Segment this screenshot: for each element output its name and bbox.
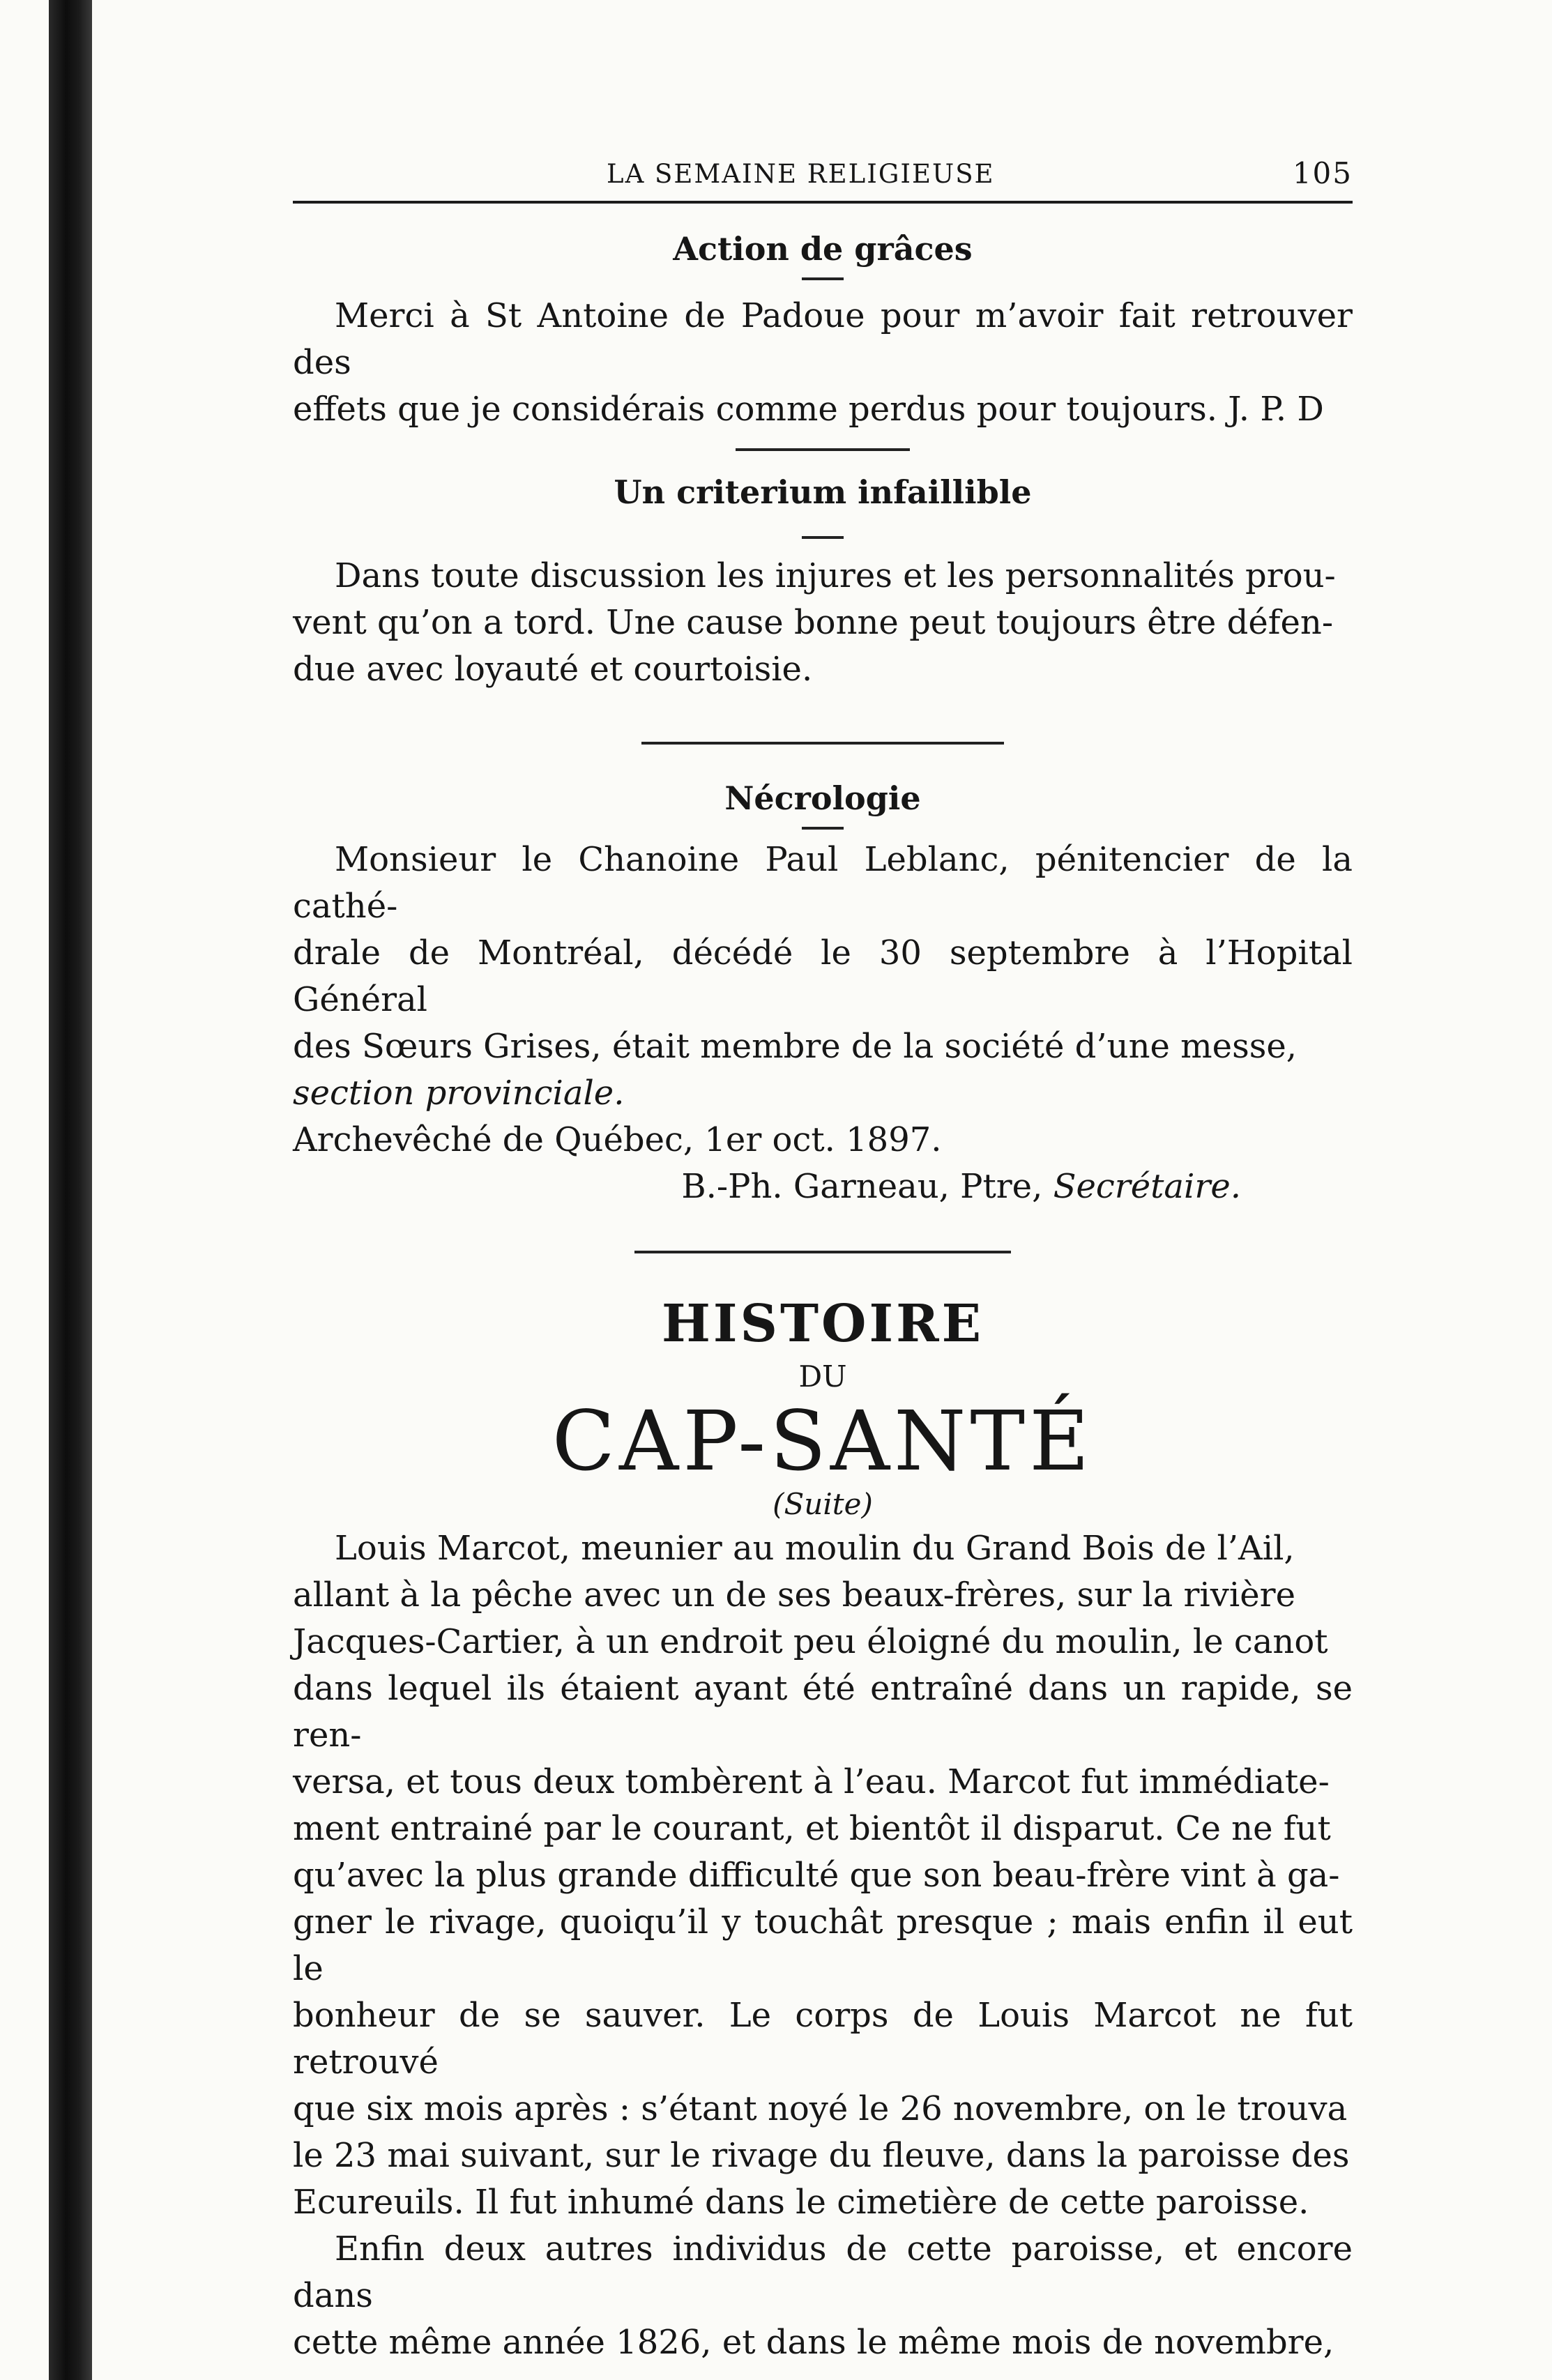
text-line: Enfin deux autres individus de cette paroisse, et encore dans [293, 2229, 1353, 2315]
article-title-histoire: HISTOIRE [661, 1294, 984, 1354]
page-number: 105 [1292, 156, 1353, 190]
text-line: versa, et tous deux tombèrent à l’eau. Marcot fut immédiate- [293, 1762, 1330, 1801]
text-line: allant à la pêche avec un de ses beaux-frères, sur la rivière [293, 1576, 1296, 1615]
heading-dash [802, 827, 844, 830]
signature-line [293, 1164, 1353, 1210]
text-line: due avec loyauté et courtoisie. [293, 650, 813, 689]
section-separator [736, 448, 910, 451]
section-separator [634, 1251, 1011, 1253]
text-line-italic: section provinciale. [293, 1074, 625, 1113]
article-paragraph-2 [293, 2226, 1353, 2366]
header-rule [293, 201, 1353, 204]
text-line: cette même année 1826, et dans le même mois de novembre, [293, 2323, 1334, 2362]
section-separator [641, 742, 1004, 745]
section-criterium-body [293, 553, 1353, 693]
running-head [293, 146, 1353, 188]
section-action-de-graces-body [293, 293, 1353, 433]
text-line: vent qu’on a tord. Une cause bonne peut toujours être défen- [293, 603, 1334, 642]
text-line: des Sœurs Grises, était membre de la société d’une messe, [293, 1027, 1297, 1066]
article-title-cap-sante: CAP-SANTÉ [551, 1393, 1094, 1489]
running-head-title: LA SEMAINE RELIGIEUSE [607, 159, 995, 189]
text-line: bonheur de se sauver. Le corps de Louis Marcot ne fut retrouvé [293, 1996, 1353, 2082]
article-subtitle: (Suite) [773, 1487, 873, 1521]
text-line: Louis Marcot, meunier au moulin du Grand Bois de l’Ail, [335, 1529, 1295, 1568]
article-paragraph-1 [293, 1525, 1353, 2226]
text-line: qu’avec la plus grande difficulté que son beau-frère vint à ga- [293, 1856, 1340, 1895]
book-binding-edge [49, 0, 92, 2380]
text-line: ment entrainé par le courant, et bientôt il disparut. Ce ne fut [293, 1809, 1331, 1848]
text-line: Dans toute discussion les injures et les personnalités prou- [335, 556, 1336, 595]
text-line: que six mois après : s’étant noyé le 26 novembre, on le trouva [293, 2089, 1348, 2128]
text-line: dans lequel ils étaient ayant été entraîné dans un rapide, se ren- [293, 1669, 1353, 1755]
text-line: Monsieur le Chanoine Paul Leblanc, pénitencier de la cathé- [293, 840, 1353, 926]
text-line: gner le rivage, quoiqu’il y touchât presque ; mais enfin il eut le [293, 1902, 1353, 1988]
text-line: drale de Montréal, décédé le 30 septembre à l’Hopital Général [293, 933, 1353, 1019]
text-line: Ecureuils. Il fut inhumé dans le cimetière de cette paroisse. [293, 2183, 1309, 2222]
heading-dash [802, 536, 844, 539]
text-line: Jacques-Cartier, à un endroit peu éloigné du moulin, le canot [293, 1622, 1328, 1661]
page [293, 146, 1353, 2366]
text-line: effets que je considérais comme perdus pour toujours. J. P. D [293, 390, 1324, 429]
text-line: le 23 mai suivant, sur le rivage du fleuve, dans la paroisse des [293, 2136, 1350, 2175]
heading-action-de-graces: Action de grâces [673, 230, 973, 268]
heading-necrologie: Nécrologie [724, 779, 921, 817]
section-necrologie-body [293, 837, 1353, 1210]
text-line: Merci à St Antoine de Padoue pour m’avoir fait retrouver des [293, 296, 1353, 382]
signature-name: B.-Ph. Garneau, Ptre, [681, 1167, 1043, 1206]
date-line: Archevêché de Québec, 1er oct. 1897. [293, 1120, 942, 1159]
heading-criterium: Un criterium infaillible [614, 473, 1032, 511]
signature-title: Secrétaire. [1053, 1167, 1241, 1206]
heading-dash [802, 277, 844, 280]
article-title-du: DU [798, 1359, 847, 1394]
